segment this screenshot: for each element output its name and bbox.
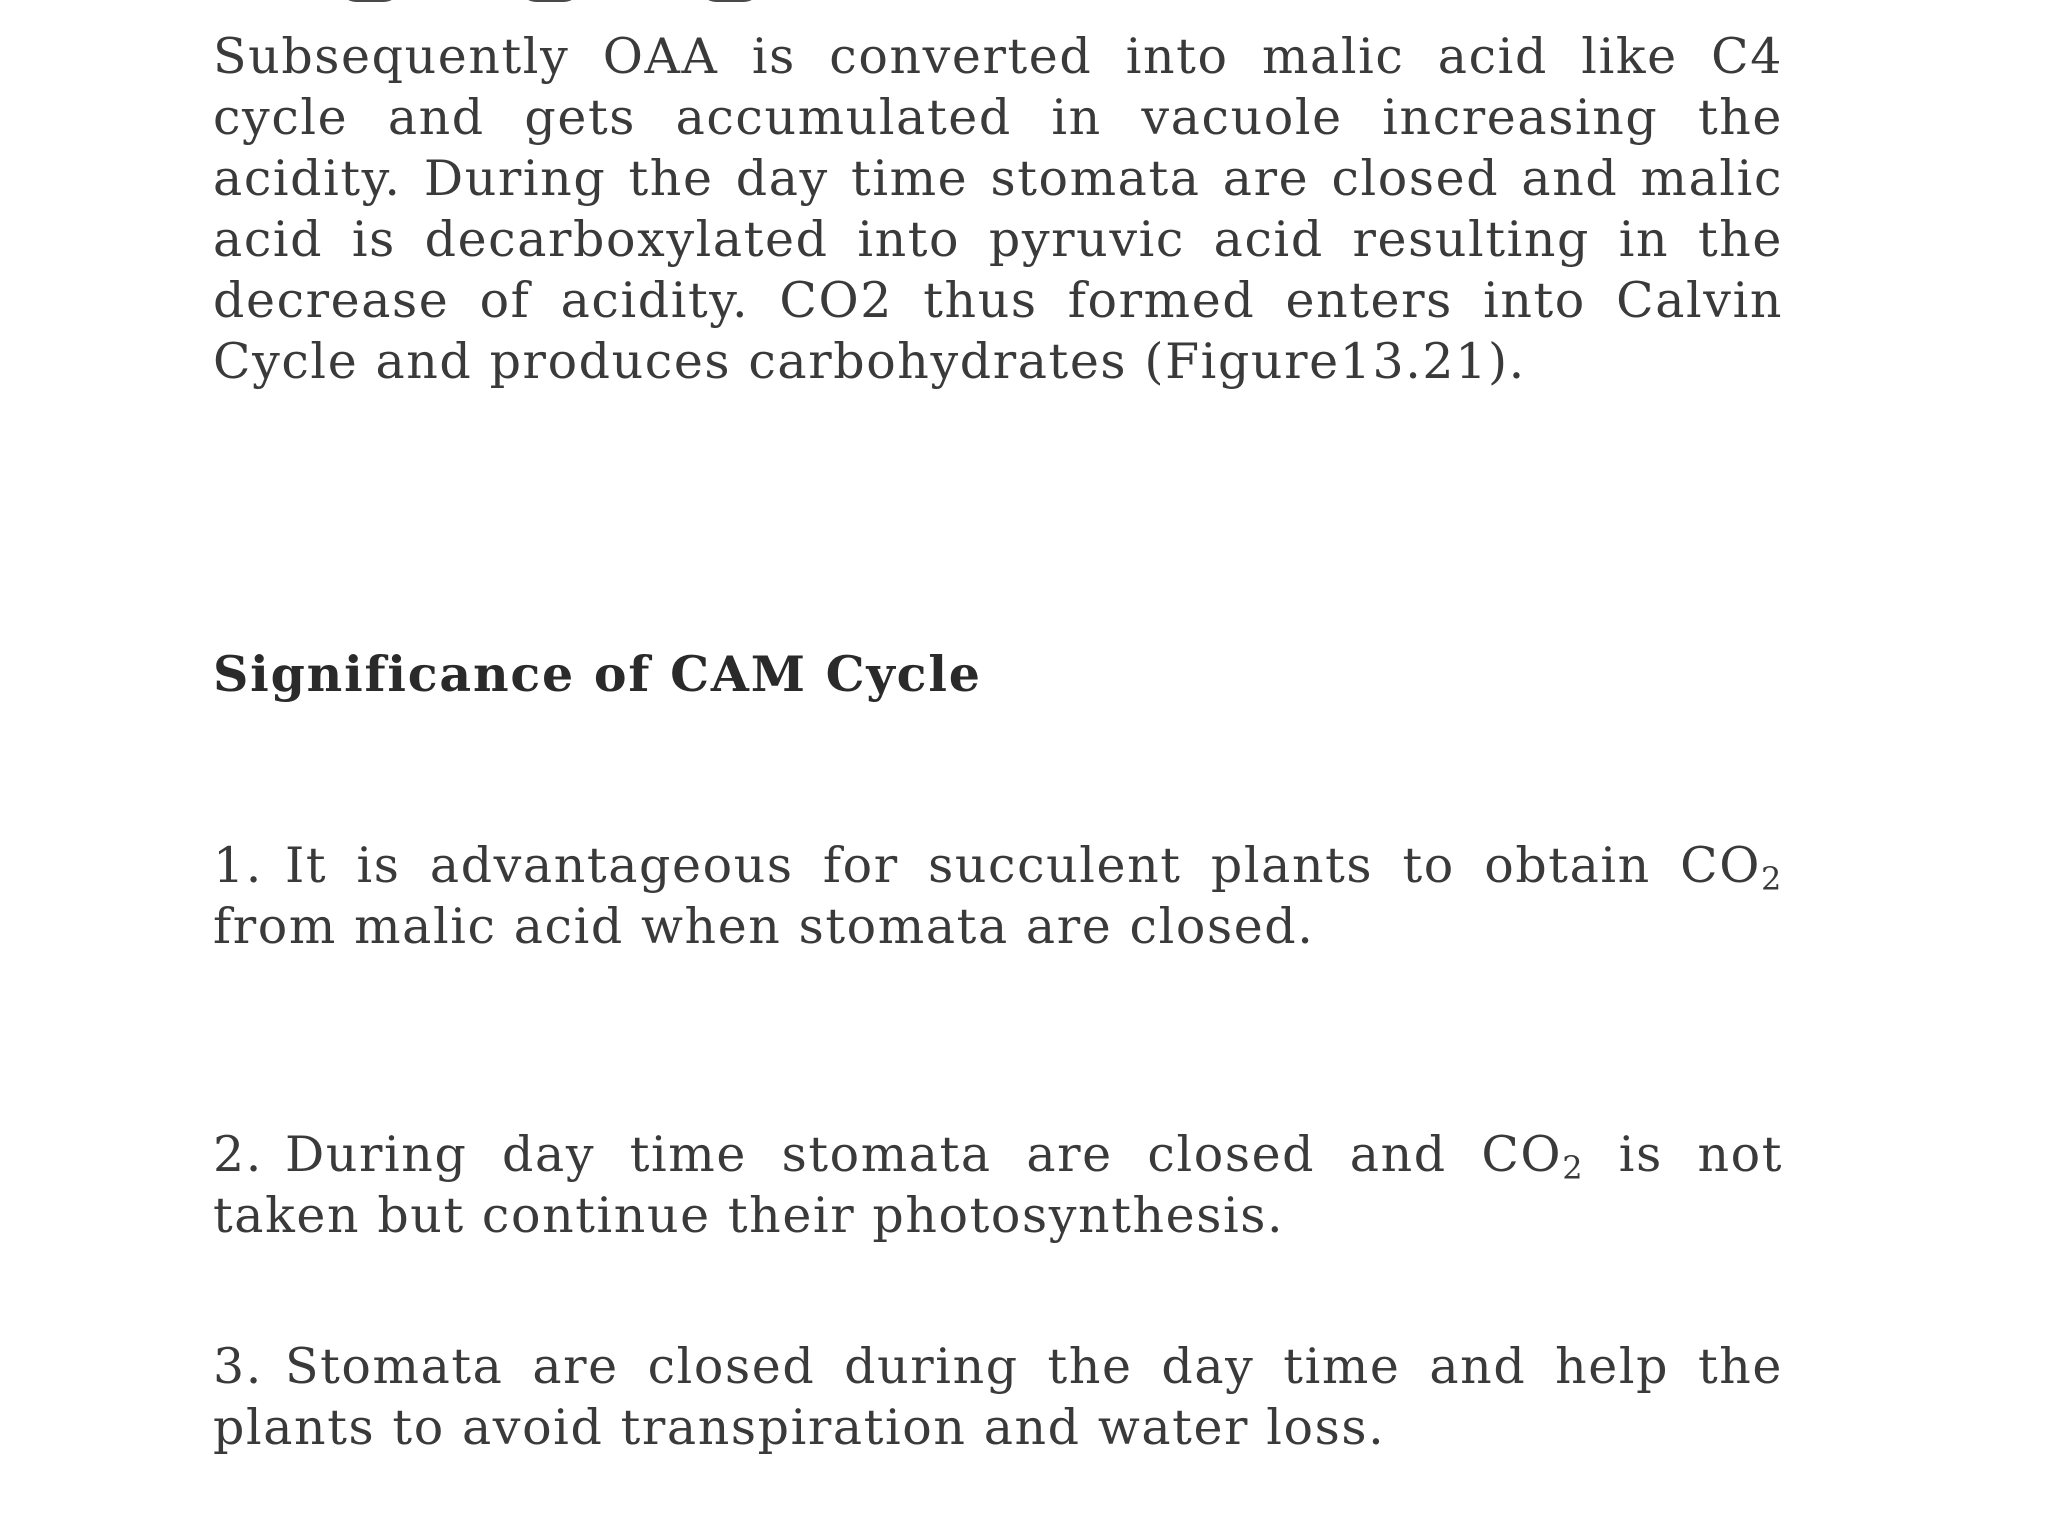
list-item-text: Stomata are closed during the day time and help the plants to avoid transpiration and water loss.: [213, 1338, 1783, 1456]
list-item: [213, 1336, 1783, 1458]
intro-paragraph: Subsequently OAA is converted into malic acid like C4 cycle and gets accumulated in vacuole increasing the acidity. During the day time stomata are closed and malic acid is decarboxylated into pyruvic acid resulting in the decrease of acidity. CO2 thus formed enters into Calvin Cycle and produces carbohydrates (Figure13.21).: [213, 28, 1783, 390]
list-item-text: It is advantageous for succulent plants to obtain CO: [284, 837, 1762, 894]
list-item-number: 2.: [213, 1126, 263, 1183]
list-item-text-continued: from malic acid when stomata are closed.: [213, 898, 1315, 955]
list-item-number: 3.: [213, 1338, 263, 1395]
list-item: [213, 1124, 1783, 1246]
list-item: [213, 835, 1783, 957]
document-body: [213, 26, 1783, 1456]
list-item-text: During day time stomata are closed and CO: [284, 1126, 1563, 1183]
list-item-number: 1.: [213, 837, 263, 894]
cut-off-previous-line: [340, 0, 1040, 6]
list-item-text-continued: is not taken but continue their photosynthesis.: [213, 1126, 1783, 1244]
section-heading: Significance of CAM Cycle: [213, 645, 982, 703]
subscript-2: 2: [1562, 1149, 1585, 1187]
subscript-2: 2: [1761, 860, 1783, 898]
